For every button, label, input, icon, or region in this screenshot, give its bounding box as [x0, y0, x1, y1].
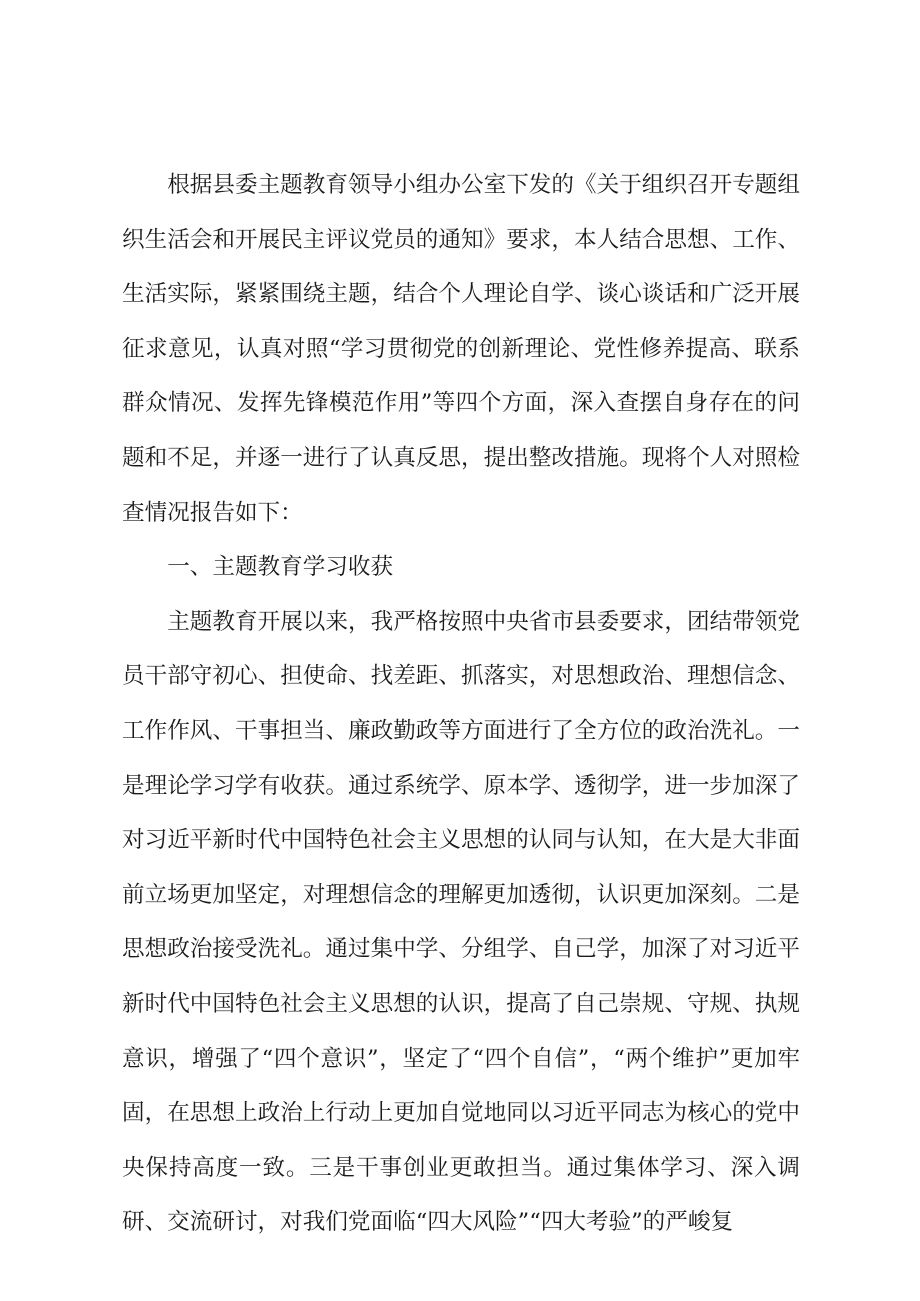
body-paragraph: 主题教育开展以来，我严格按照中央省市县委要求，团结带领党员干部守初心、担使命、找差距、抓落实，对思想政治、理想信念、工作作风、干事担当、廉政勤政等方面进行了全方位的政治洗礼。一是理论学习学有收获。通过系统学、原本学、透彻学，进一步加深了对习近平新时代中国特色社会主义思想的认同与认知，在大是大非面前立场更加坚定，对理想信念的理解更加透彻，认识更加深刻。二是思想政治接受洗礼。通过集中学、分组学、自己学，加深了对习近平新时代中国特色社会主义思想的认识，提高了自己崇规、守规、执规意识，增强了“四个意识”，坚定了“四个自信”，“两个维护”更加牢固，在思想上政治上行动上更加自觉地同以习近平同志为核心的党中央保持高度一致。三是干事创业更敢担当。通过集体学习、深入调研、交流研讨，对我们党面临“四大风险”“四大考验”的严峻复 — [122, 608, 800, 1236]
section-heading: 一、主题教育学习收获 — [167, 554, 394, 581]
document-body — [122, 158, 800, 1250]
intro-paragraph: 根据县委主题教育领导小组办公室下发的《关于组织召开专题组织生活会和开展民主评议党员的通知》要求，本人结合思想、工作、生活实际，紧紧围绕主题，结合个人理论自学、谈心谈话和广泛开展征求意见，认真对照“学习贯彻党的创新理论、党性修养提高、联系群众情况、发挥先锋模范作用”等四个方面，深入查摆自身存在的问题和不足，并逐一进行了认真反思，提出整改措施。现将个人对照检查情况报告如下： — [122, 172, 800, 526]
